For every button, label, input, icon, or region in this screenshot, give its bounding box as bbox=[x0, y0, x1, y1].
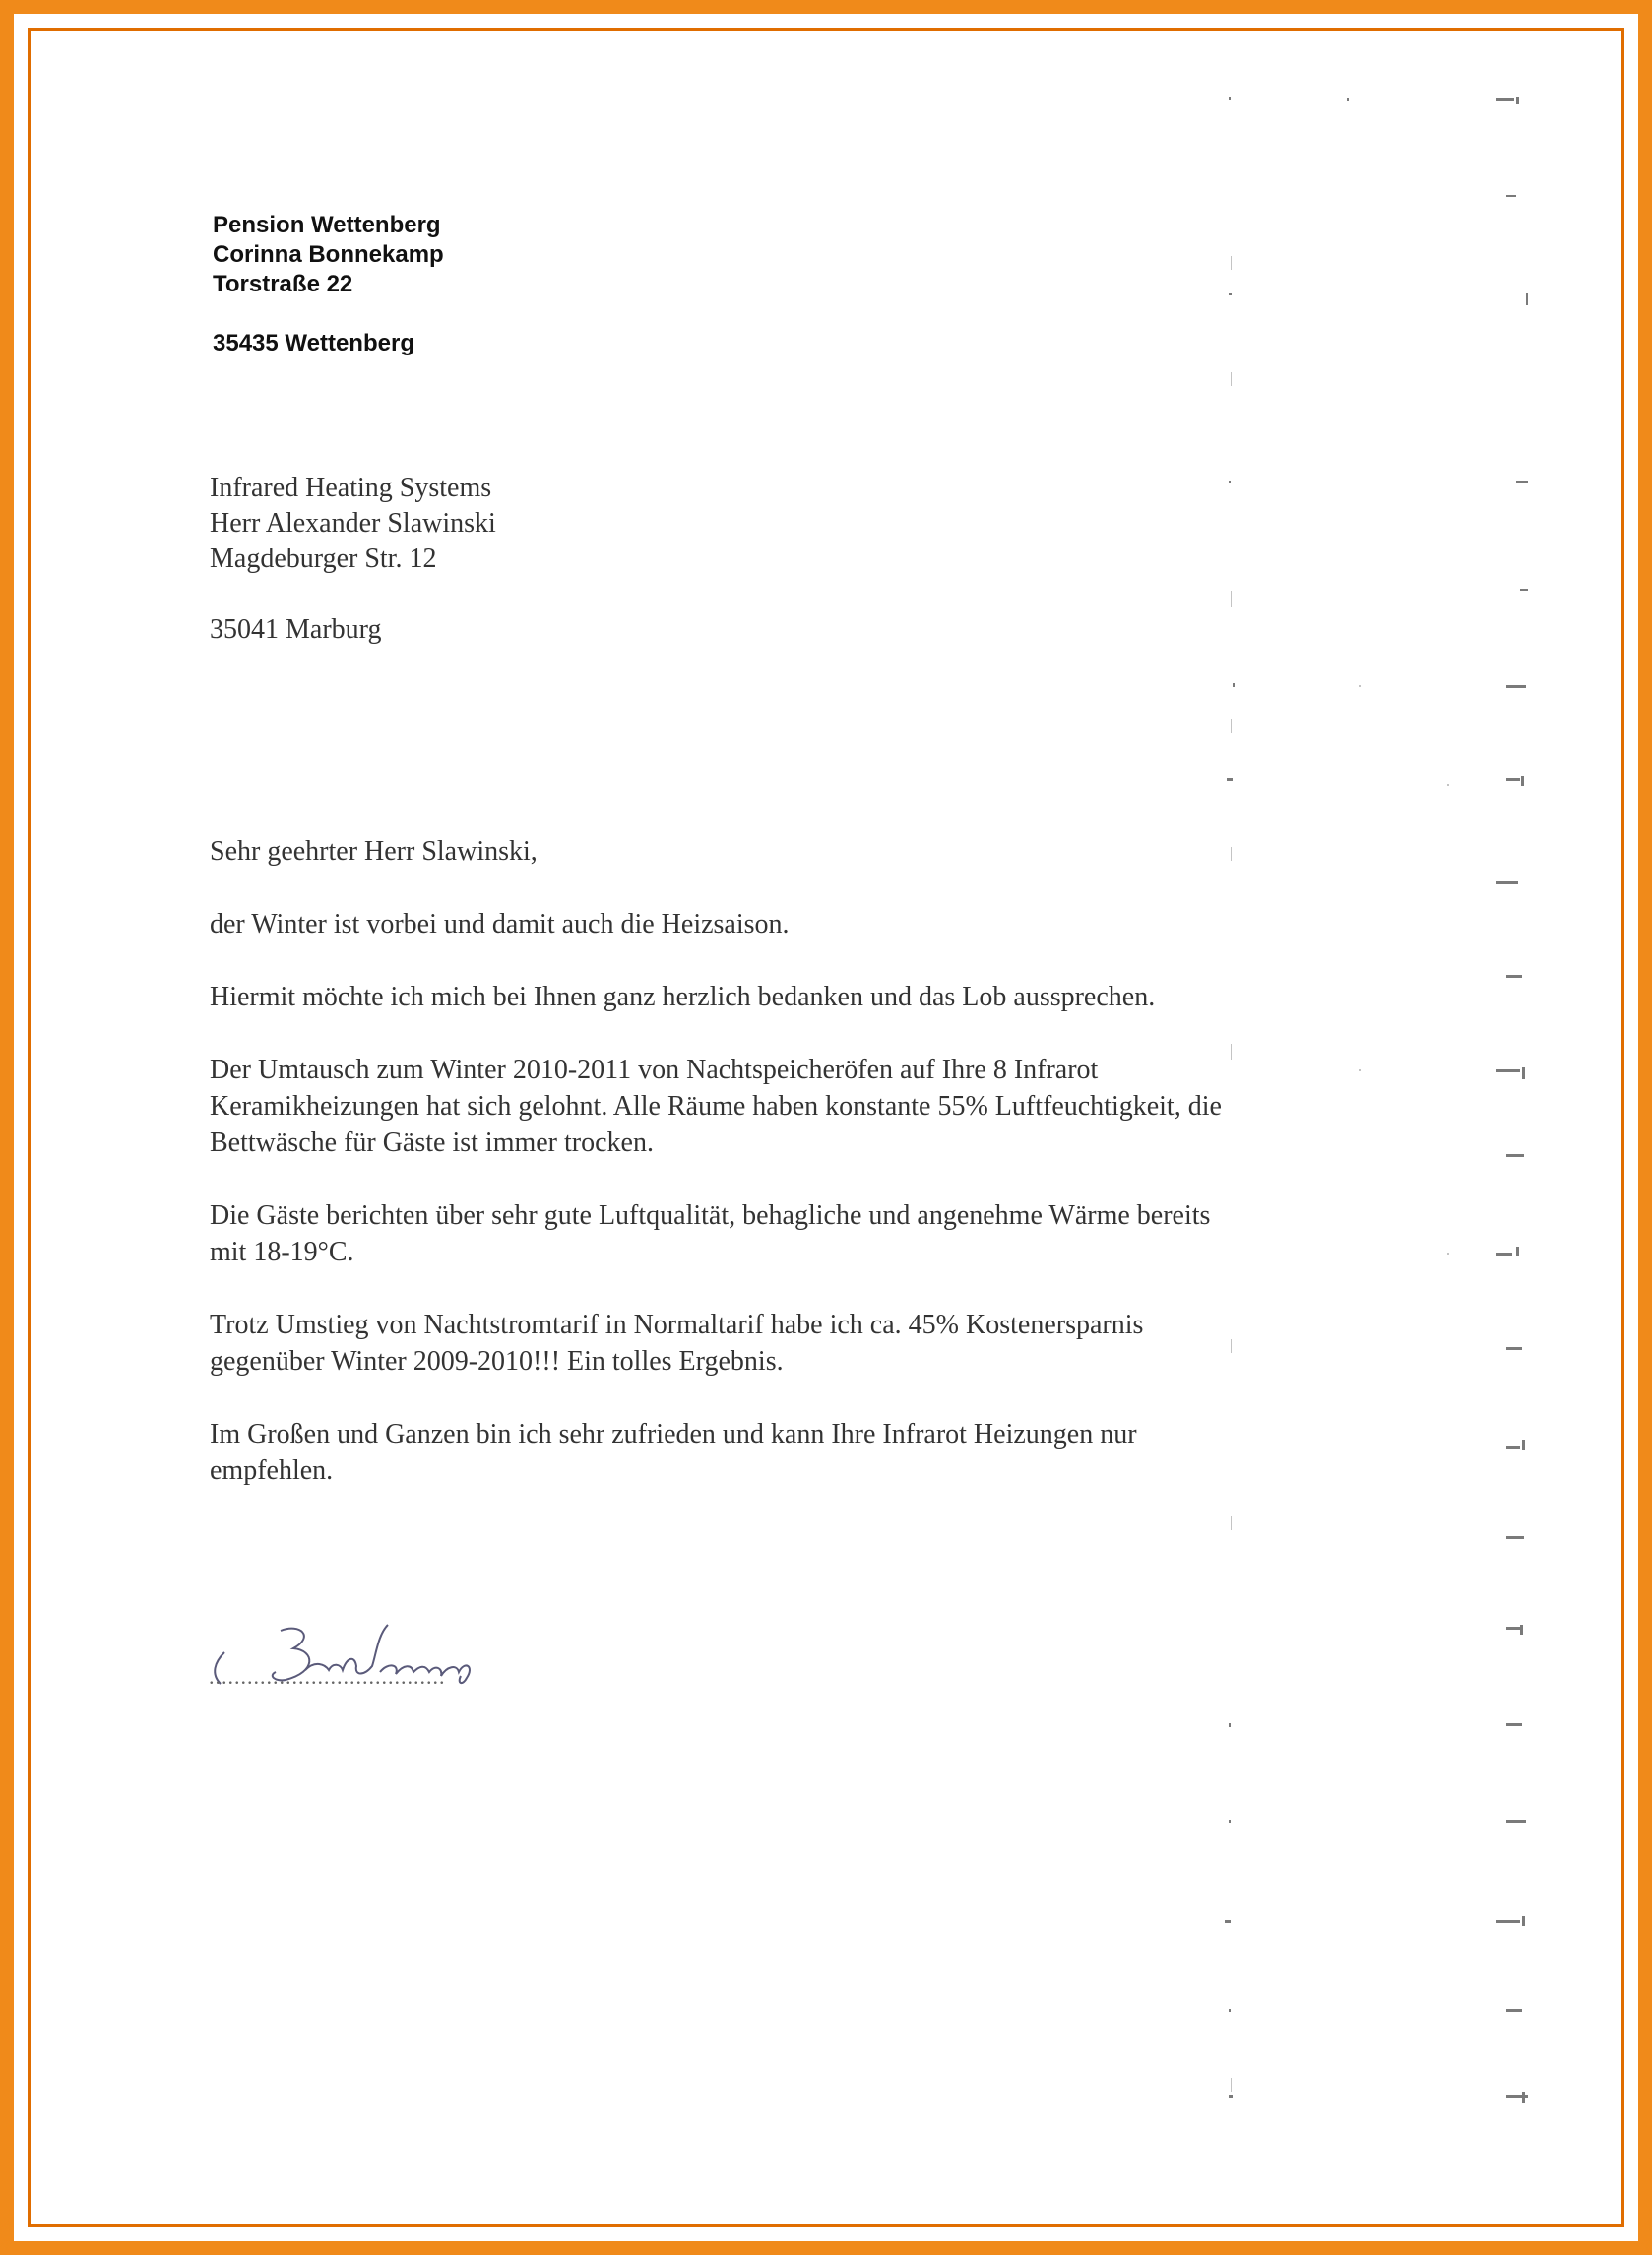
sender-street: Torstraße 22 bbox=[213, 271, 353, 297]
salutation-line: Sehr geehrter Herr Slawinski, bbox=[210, 836, 538, 867]
paragraph-line: empfehlen. bbox=[210, 1455, 334, 1486]
sender-city: 35435 Wettenberg bbox=[213, 330, 414, 356]
paragraph-line: gegenüber Winter 2009-2010!!! Ein tolles Ergebnis. bbox=[210, 1346, 784, 1377]
paragraph-line: Im Großen und Ganzen bin ich sehr zufrieden und kann Ihre Infrarot Heizungen nur bbox=[210, 1419, 1137, 1450]
sender-name: Pension Wettenberg bbox=[213, 212, 441, 238]
scan-speckles-graphic bbox=[1181, 59, 1556, 2176]
sender-address bbox=[213, 211, 444, 358]
recipient-address bbox=[210, 471, 496, 648]
recipient-city: 35041 Marburg bbox=[210, 614, 382, 645]
recipient-company: Infrared Heating Systems bbox=[210, 473, 492, 503]
paragraph-line: der Winter ist vorbei und damit auch die Heizsaison. bbox=[210, 909, 790, 939]
paragraph-line: Trotz Umstieg von Nachtstromtarif in Normaltarif habe ich ca. 45% Kostenersparnis bbox=[210, 1310, 1144, 1340]
recipient-contact: Herr Alexander Slawinski bbox=[210, 508, 496, 539]
paragraph-line: Bettwäsche für Gäste ist immer trocken. bbox=[210, 1128, 654, 1158]
scan-artifacts bbox=[1181, 59, 1556, 2176]
sender-contact: Corinna Bonnekamp bbox=[213, 241, 444, 268]
recipient-street: Magdeburger Str. 12 bbox=[210, 544, 437, 574]
handwritten-signature bbox=[207, 1615, 601, 1694]
paragraph-line: Die Gäste berichten über sehr gute Luftqualität, behagliche und angenehme Wärme bereits bbox=[210, 1200, 1211, 1231]
paragraph-line: Hiermit möchte ich mich bei Ihnen ganz herzlich bedanken und das Lob aussprechen. bbox=[210, 982, 1156, 1012]
paragraph-line: Der Umtausch zum Winter 2010-2011 von Nachtspeicheröfen auf Ihre 8 Infrarot bbox=[210, 1055, 1099, 1085]
signature-graphic bbox=[207, 1615, 601, 1694]
paragraph-line: Keramikheizungen hat sich gelohnt. Alle Räume haben konstante 55% Luftfeuchtigkeit, die bbox=[210, 1091, 1222, 1122]
paragraph-line: mit 18-19°C. bbox=[210, 1237, 354, 1267]
signature-dotted-line: ..................................... bbox=[209, 1664, 446, 1689]
